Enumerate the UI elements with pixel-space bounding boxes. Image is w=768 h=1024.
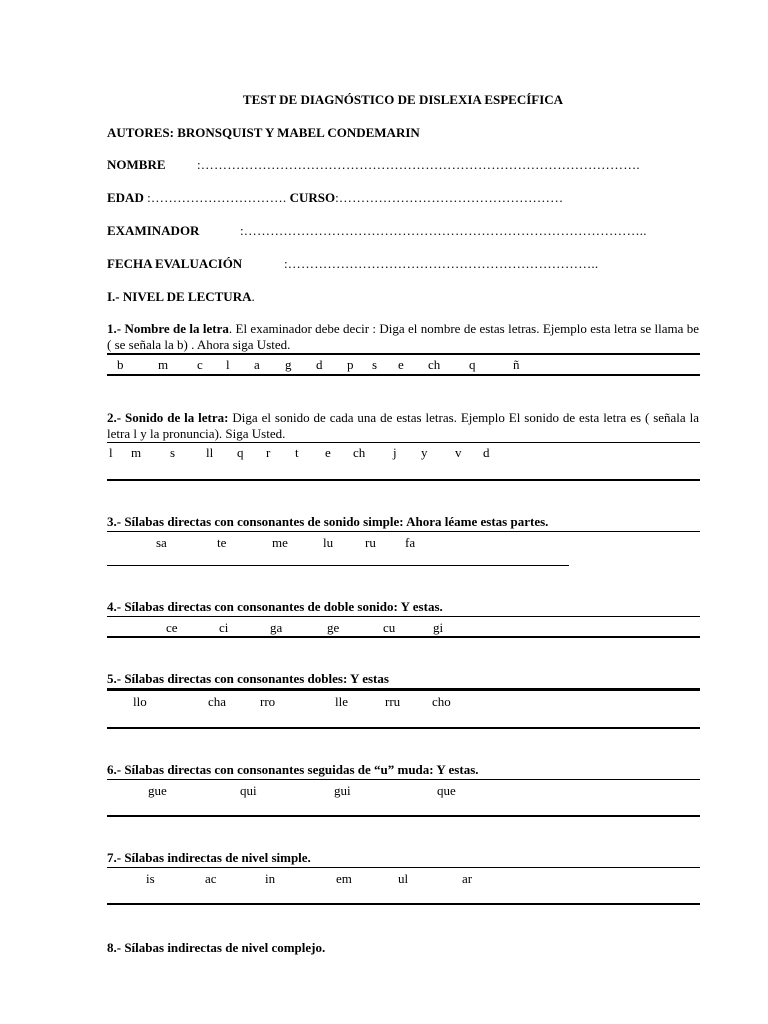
edad-label: EDAD	[107, 190, 144, 205]
item-4-top-rule	[107, 616, 700, 617]
item-5-bottom-rule	[107, 727, 700, 729]
curso-label: CURSO	[289, 190, 336, 205]
item-2-bottom-rule	[107, 479, 700, 481]
item-2-token: v	[455, 445, 462, 460]
item-4-token: ce	[166, 620, 178, 635]
item-2-token: y	[421, 445, 428, 460]
nombre-label: NOMBRE	[107, 157, 166, 172]
curso-blank: :……………………………………………	[335, 190, 564, 205]
section-heading-tail: .	[251, 289, 255, 304]
item-6-heading: 6.- Sílabas directas con consonantes seguidas de “u” muda: Y estas.	[107, 762, 479, 777]
item-6-token: gue	[148, 783, 167, 798]
item-2-token: t	[295, 445, 299, 460]
authors-line: AUTORES: BRONSQUIST Y MABEL CONDEMARIN	[107, 125, 420, 140]
item-1-token: m	[158, 357, 169, 372]
edad-blank: :………………………….	[147, 190, 287, 205]
item-2-token: l	[109, 445, 113, 460]
fecha-evaluacion-label: FECHA EVALUACIÓN	[107, 256, 243, 271]
item-7-token: is	[146, 871, 155, 886]
item-2-top-rule	[107, 442, 700, 443]
item-5-token: lle	[335, 694, 348, 709]
fecha-evaluacion-field	[107, 256, 599, 272]
item-1-top-rule	[107, 353, 700, 355]
section-heading-text: I.- NIVEL DE LECTURA	[107, 289, 252, 304]
item-3-top-rule	[107, 531, 700, 532]
examinador-label: EXAMINADOR	[107, 223, 200, 238]
item-2-token: q	[237, 445, 244, 460]
item-6-token: que	[437, 783, 456, 798]
item-5-heading: 5.- Sílabas directas con consonantes dobles: Y estas	[107, 671, 389, 686]
item-6-bottom-rule	[107, 815, 700, 817]
item-1-label: 1.- Nombre de la letra	[107, 321, 229, 336]
item-4-token: ci	[219, 620, 229, 635]
item-5-token: rru	[385, 694, 401, 709]
fecha-evaluacion-blank: :……………………………………………………………..	[284, 256, 599, 271]
item-7-token: ar	[462, 871, 473, 886]
item-3-token: lu	[323, 535, 334, 550]
item-2-token: r	[266, 445, 271, 460]
item-2-token: ll	[206, 445, 214, 460]
item-7-token: em	[336, 871, 352, 886]
examinador-blank: :………………………………………………………………………………..	[240, 223, 647, 238]
item-5-top-rule	[107, 688, 700, 691]
item-2-token: s	[170, 445, 176, 460]
item-5-token: rro	[260, 694, 276, 709]
item-1-token: s	[372, 357, 378, 372]
item-4-token: cu	[383, 620, 396, 635]
item-3-token: te	[217, 535, 227, 550]
item-8-heading: 8.- Sílabas indirectas de nivel complejo.	[107, 940, 326, 955]
item-7-token: in	[265, 871, 276, 886]
section-heading	[107, 289, 255, 305]
item-2-instructions	[107, 410, 699, 442]
item-7-top-rule	[107, 867, 700, 868]
item-3-bottom-rule	[107, 565, 569, 566]
item-1-token: b	[117, 357, 124, 372]
item-1-token: p	[347, 357, 354, 372]
document-title: TEST DE DIAGNÓSTICO DE DISLEXIA ESPECÍFICA	[242, 92, 564, 107]
item-7-heading: 7.- Sílabas indirectas de nivel simple.	[107, 850, 311, 865]
item-1-token: ch	[428, 357, 441, 372]
item-1-token: q	[469, 357, 476, 372]
item-6-top-rule	[107, 779, 700, 780]
item-6-token: qui	[240, 783, 257, 798]
item-2-token: m	[131, 445, 142, 460]
item-2-token: d	[483, 445, 490, 460]
item-3-token: fa	[405, 535, 416, 550]
item-6-token: gui	[334, 783, 351, 798]
item-3-heading: 3.- Sílabas directas con consonantes de sonido simple: Ahora léame estas partes.	[107, 514, 549, 529]
item-5-token: cha	[208, 694, 227, 709]
item-4-bottom-rule	[107, 636, 700, 638]
examinador-field	[107, 223, 647, 239]
item-3-token: sa	[156, 535, 167, 550]
item-2-token: e	[325, 445, 331, 460]
item-7-token: ul	[398, 871, 409, 886]
item-2-token: j	[393, 445, 397, 460]
item-7-bottom-rule	[107, 903, 700, 905]
item-1-token: c	[197, 357, 203, 372]
item-1-token: d	[316, 357, 323, 372]
item-3-token: me	[272, 535, 288, 550]
item-5-token: cho	[432, 694, 451, 709]
item-1-token: a	[254, 357, 260, 372]
item-7-token: ac	[205, 871, 217, 886]
item-1-text: . El examinador debe decir : Diga el nombre de estas letras. Ejemplo esta letra se llama be ( se señala la b) . Ahora siga Usted.	[107, 321, 699, 352]
item-1-token: ñ	[513, 357, 520, 372]
nombre-blank: :……………………………………………………………………………………….	[197, 157, 640, 172]
item-1-instructions	[107, 321, 699, 353]
item-4-token: ge	[327, 620, 340, 635]
item-4-heading: 4.- Sílabas directas con consonantes de doble sonido: Y estas.	[107, 599, 443, 614]
item-1-bottom-rule	[107, 374, 700, 376]
item-1-token: e	[398, 357, 404, 372]
item-5-token: llo	[133, 694, 147, 709]
item-3-token: ru	[365, 535, 376, 550]
edad-curso-field	[107, 190, 563, 206]
item-2-label: 2.- Sonido de la letra:	[107, 410, 229, 425]
nombre-field	[107, 157, 640, 173]
item-4-token: gi	[433, 620, 444, 635]
item-1-token: g	[285, 357, 292, 372]
item-4-token: ga	[270, 620, 283, 635]
item-2-token: ch	[353, 445, 366, 460]
item-2-text: Diga el sonido de cada una de estas letras. Ejemplo El sonido de esta letra es ( señala la letra l y la pronuncia). Siga Usted.	[107, 410, 699, 441]
item-1-token: l	[226, 357, 230, 372]
